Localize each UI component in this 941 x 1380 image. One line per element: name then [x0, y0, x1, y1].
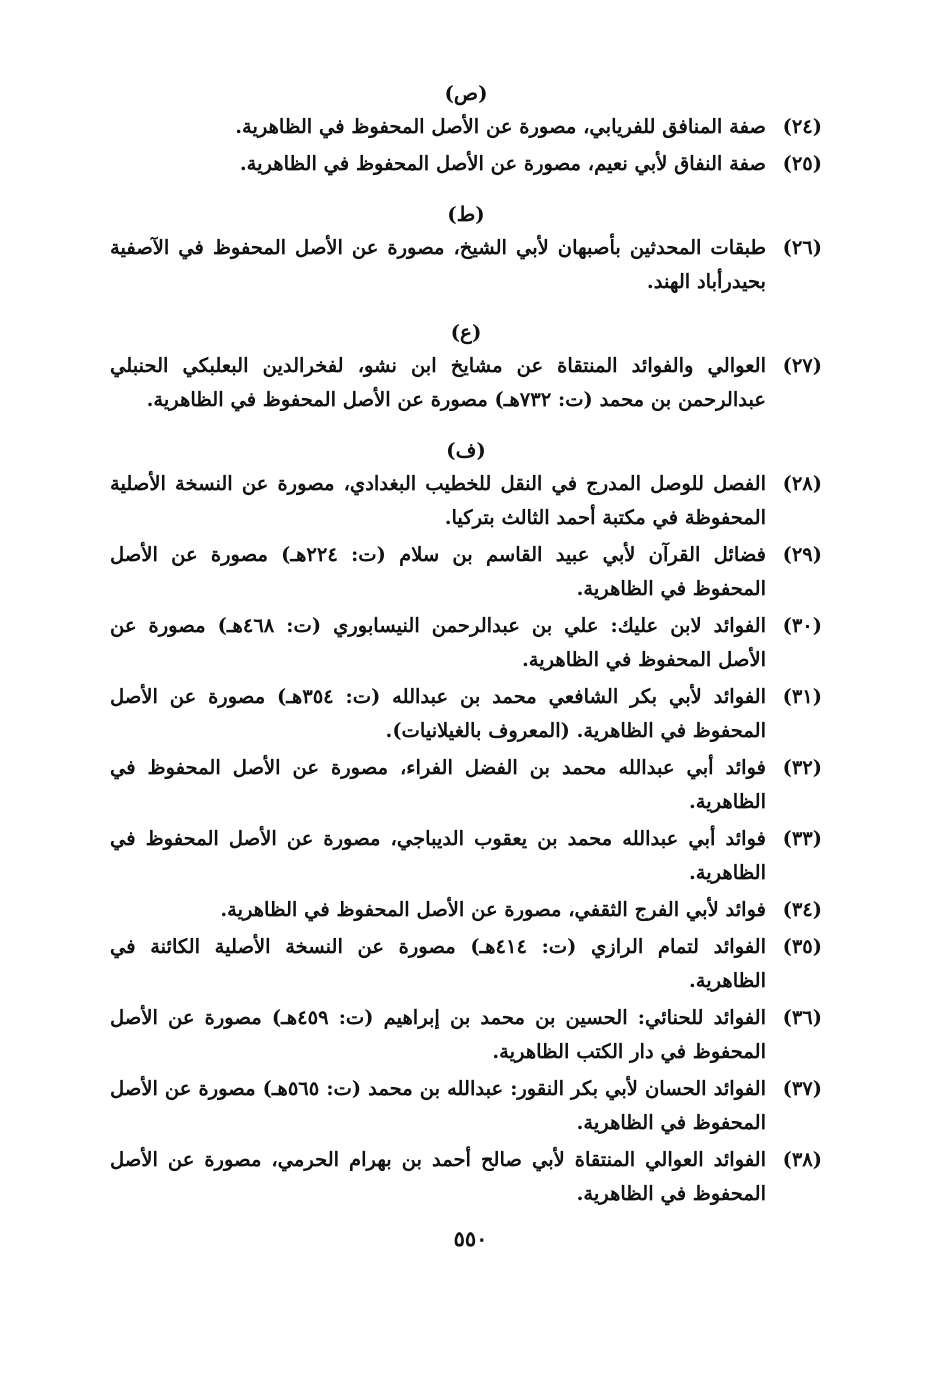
- bibliography-entry: [110, 1072, 822, 1140]
- bibliography-entry: [110, 751, 822, 819]
- section-heading-ain: (ع): [450, 320, 482, 344]
- entry-text: طبقات المحدثين بأصبهان لأبي الشيخ، مصورة عن الأصل المحفوظ في الآصفية بحيدرأباد الهند.: [110, 236, 766, 293]
- bibliography-entry: [110, 822, 822, 890]
- entry-text: فوائد أبي عبدالله محمد بن يعقوب الديباجي، مصورة عن الأصل المحفوظ في الظاهرية.: [110, 827, 766, 884]
- entry-text: الفوائد لأبي بكر الشافعي محمد بن عبدالله (ت: ٣٥٤هـ) مصورة عن الأصل المحفوظ في الظاهرية. (المعروف بالغيلانيات).: [110, 685, 767, 742]
- entry-number: (٢٧): [782, 354, 822, 377]
- entry-number: (٣١): [782, 685, 822, 708]
- entry-text: الفصل للوصل المدرج في النقل للخطيب البغدادي، مصورة عن النسخة الأصلية المحفوظة في مكتبة أحمد الثالث بتركيا.: [110, 472, 766, 529]
- entry-number: (٢٤): [782, 115, 822, 138]
- bibliography-entry: [110, 1143, 822, 1211]
- entry-text: فضائل القرآن لأبي عبيد القاسم بن سلام (ت: ٢٢٤هـ) مصورة عن الأصل المحفوظ في الظاهرية.: [110, 543, 766, 600]
- section-heading-sad: (ص): [444, 81, 488, 105]
- bibliography-entry: [110, 349, 822, 417]
- bibliography-entry: [110, 538, 822, 606]
- bibliography-page: [110, 78, 822, 1214]
- bibliography-entry: [110, 147, 822, 181]
- entry-text: العوالي والفوائد المنتقاة عن مشايخ ابن نشو، لفخرالدين البعلبكي الحنبلي عبدالرحمن بن محمد (ت: ٧٣٢هـ) مصورة عن الأصل المحفوظ في الظاهرية.: [110, 354, 766, 411]
- entry-number: (٣٤): [782, 898, 822, 921]
- entry-text: صفة النفاق لأبي نعيم، مصورة عن الأصل المحفوظ في الظاهرية.: [239, 152, 766, 175]
- bibliography-entry: [110, 609, 822, 677]
- entry-text: فوائد أبي عبدالله محمد بن الفضل الفراء، مصورة عن الأصل المحفوظ في الظاهرية.: [110, 756, 766, 813]
- entry-number: (٢٦): [782, 236, 822, 259]
- entry-number: (٣٠): [782, 614, 822, 637]
- bibliography-entry: [110, 930, 822, 998]
- entry-text: الفوائد للحنائي: الحسين بن محمد بن إبراهيم (ت: ٤٥٩هـ) مصورة عن الأصل المحفوظ في دار الكتب الظاهرية.: [110, 1006, 767, 1063]
- entry-number: (٢٩): [782, 543, 822, 566]
- bibliography-entry: [110, 1001, 822, 1069]
- entry-number: (٢٨): [782, 472, 822, 495]
- section-heading-ta: (ط): [447, 202, 485, 226]
- entry-text: الفوائد العوالي المنتقاة لأبي صالح أحمد بن بهرام الحرمي، مصورة عن الأصل المحفوظ في الظاهرية.: [110, 1148, 766, 1205]
- bibliography-entry: [110, 110, 822, 144]
- entry-text: الفوائد لتمام الرازي (ت: ٤١٤هـ) مصورة عن النسخة الأصلية الكائنة في الظاهرية.: [110, 935, 766, 992]
- entry-number: (٣٢): [782, 756, 822, 779]
- section-heading-fa: (ف): [446, 438, 486, 462]
- entry-text: الفوائد لابن عليك: علي بن عبدالرحمن النيسابوري (ت: ٤٦٨هـ) مصورة عن الأصل المحفوظ في الظاهرية.: [110, 614, 767, 671]
- entry-text: الفوائد الحسان لأبي بكر النقور: عبدالله بن محمد (ت: ٥٦٥هـ) مصورة عن الأصل المحفوظ في الظاهرية.: [110, 1077, 766, 1134]
- bibliography-entry: [110, 893, 822, 927]
- entry-number: (٣٨): [782, 1148, 822, 1171]
- entry-text: صفة المنافق للفريابي، مصورة عن الأصل المحفوظ في الظاهرية.: [235, 115, 766, 138]
- entry-text: فوائد لأبي الفرج الثقفي، مصورة عن الأصل المحفوظ في الظاهرية.: [220, 898, 766, 921]
- entry-number: (٢٥): [782, 152, 822, 175]
- entry-number: (٣٧): [782, 1077, 822, 1100]
- bibliography-entry: [110, 467, 822, 535]
- entry-number: (٣٥): [782, 935, 822, 958]
- page-number: ٥٥٠: [453, 1226, 488, 1251]
- bibliography-entry: [110, 231, 822, 299]
- bibliography-entry: [110, 680, 822, 748]
- entry-number: (٣٣): [782, 827, 822, 850]
- entry-number: (٣٦): [782, 1006, 822, 1029]
